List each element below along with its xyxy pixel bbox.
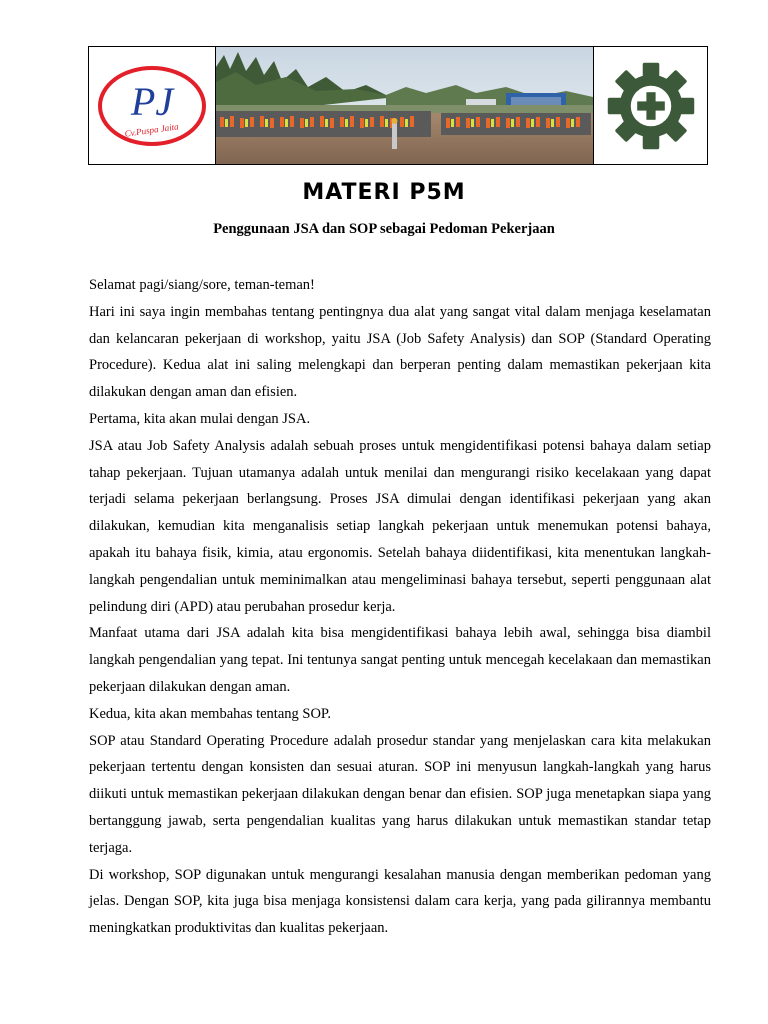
paragraph-jsa-definition: JSA atau Job Safety Analysis adalah sebuah proses untuk mengidentifikasi potensi bahaya dalam setiap tahap pekerjaan. Tujuan utamanya adalah untuk menilai dan mengurangi risiko kecelakaan yang dapat terjadi selama pekerjaan berlangsung. Proses JSA dimulai dengan identifikasi pekerjaan yang akan dilakukan, kemudian kita menganalisis setiap langkah pekerjaan untuk menemukan potensi bahaya, apakah itu bahaya fisik, kimia, atau ergonomis. Setelah bahaya diidentifikasi, kita menentukan langkah-langkah pengendalian untuk meminimalkan atau mengeliminasi bahaya tersebut, seperti penggunaan alat pelindung diri (APD) atau perubahan prosedur kerja.: [89, 437, 711, 615]
gear-cross-icon: [605, 60, 697, 152]
logo-company-name: Cv.Puspa Jaita: [123, 120, 180, 139]
page-title: MATERI P5M: [302, 180, 466, 205]
paragraph-greeting: Selamat pagi/siang/sore, teman-teman!: [89, 277, 315, 293]
document-body: [89, 272, 711, 942]
paragraph-sop-workshop: Di workshop, SOP digunakan untuk mengurangi kesalahan manusia dengan memberikan pedoman yang jelas. Dengan SOP, kita juga bisa menjaga konsistensi dalam cara kerja, yang pada gilirannya membantu meningkatkan produktivitas dan kualitas pekerjaan.: [89, 866, 711, 937]
paragraph-jsa-heading: Pertama, kita akan mulai dengan JSA.: [89, 410, 311, 427]
pj-logo-icon: [96, 63, 208, 149]
group-photo: [216, 47, 593, 164]
paragraph-sop-definition: SOP atau Standard Operating Procedure adalah prosedur standar yang menjelaskan cara kita melakukan pekerjaan tertentu dengan konsisten dan sesuai aturan. SOP ini menyusun langkah-langkah yang harus diikuti untuk memastikan pekerjaan dilakukan dengan benar dan efisien. SOP juga menetapkan siapa yang bertanggung jawab, serta pengendalian kualitas yang harus dilakukan untuk memastikan standar tetap terjaga.: [89, 732, 711, 856]
company-logo: [89, 47, 216, 164]
header-banner: [88, 46, 708, 165]
paragraph-sop-heading: Kedua, kita akan membahas tentang SOP.: [89, 705, 332, 722]
logo-monogram: PJ: [130, 78, 174, 124]
paragraph-jsa-benefit: Manfaat utama dari JSA adalah kita bisa mengidentifikasi bahaya lebih awal, sehingga bisa diambil langkah pengendalian yang tepat. Ini tentunya sangat penting untuk mencegah kecelakaan dan memastikan pekerjaan dilakukan dengan aman.: [89, 625, 711, 695]
safety-gear-icon: [593, 47, 707, 164]
page-subtitle: Penggunaan JSA dan SOP sebagai Pedoman Pekerjaan: [213, 221, 555, 237]
paragraph-intro: Hari ini saya ingin membahas tentang pentingnya dua alat yang sangat vital dalam menjaga keselamatan dan kelancaran pekerjaan di workshop, yaitu JSA (Job Safety Analysis) dan SOP (Standard Operating Procedure). Kedua alat ini saling melengkapi dan berperan penting dalam memastikan pekerjaan kita dilakukan dengan aman dan efisien.: [89, 303, 711, 401]
